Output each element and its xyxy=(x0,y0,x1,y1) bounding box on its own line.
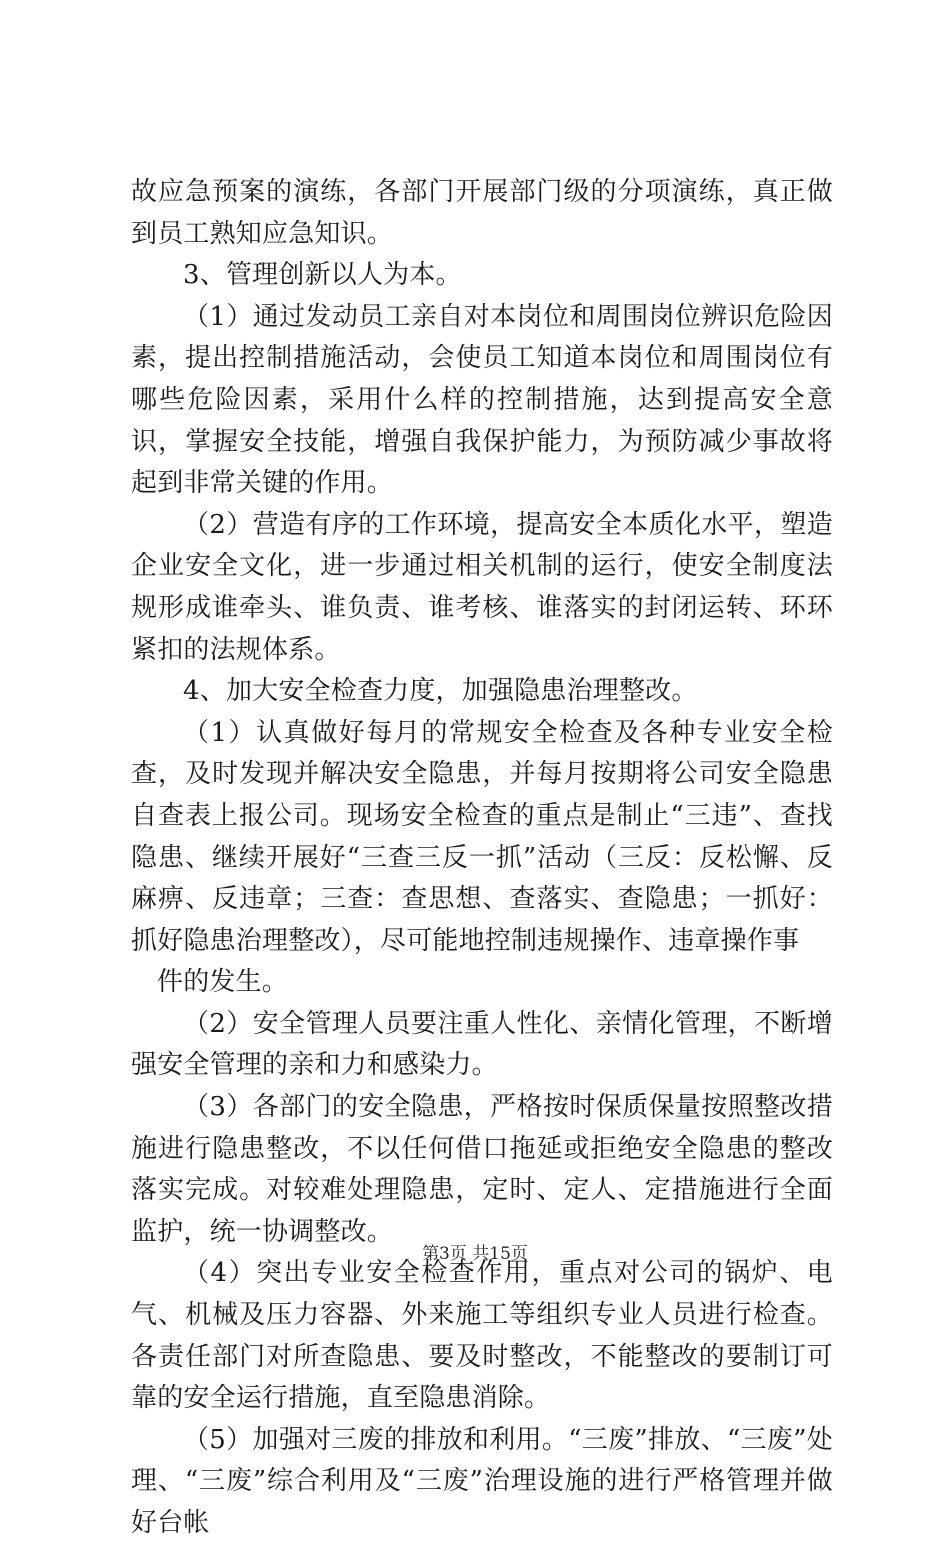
paragraph-6: （1）认真做好每月的常规安全检查及各种专业安全检查，及时发现并解决安全隐患，并每月按期将公司安全隐患自查表上报公司。现场安全检查的重点是制止“三违”、查找隐患、继续开展好“三查三反一抓”活动（三反：反松懈、反麻痹、反违章；三查：查思想、查落实、查隐患；一抓好：抓好隐患治理整改），尽可能地控制违规操作、违章操作事 xyxy=(131,717,833,956)
document-body xyxy=(131,172,833,1545)
paragraph-10: （4）突出专业安全检查作用，重点对公司的锅炉、电气、机械及压力容器、外来施工等组织专业人员进行检查。各责任部门对所查隐患、要及时整改，不能整改的要制订可靠的安全运行措施，直至隐患消除。 xyxy=(131,1258,833,1414)
paragraph-8: （2）安全管理人员要注重人性化、亲情化管理，不断增强安全管理的亲和力和感染力。 xyxy=(131,1008,833,1081)
page-footer: 第3页 共15页 xyxy=(422,1244,528,1264)
paragraph-9: （3）各部门的安全隐患，严格按时保质保量按照整改措施进行隐患整改，不以任何借口拖延或拒绝安全隐患的整改落实完成。对较难处理隐患，定时、定人、定措施进行全面监护，统一协调整改。 xyxy=(131,1092,833,1247)
paragraph-11: （5）加强对三废的排放和利用。“三废”排放、“三废”处理、“三废”综合利用及“三废”治理设施的进行严格管理并做好台帐 xyxy=(131,1424,833,1538)
paragraph-2: 3、管理创新以人为本。 xyxy=(183,260,462,291)
paragraph-4: （2）营造有序的工作环境，提高安全本质化水平，塑造企业安全文化，进一步通过相关机制的运行，使安全制度法规形成谁牵头、谁负责、谁考核、谁落实的封闭运转、环环紧扣的法规体系。 xyxy=(131,509,833,665)
paragraph-1: 故应急预案的演练，各部门开展部门级的分项演练，真正做到员工熟知应急知识。 xyxy=(131,177,833,249)
paragraph-7: 件的发生。 xyxy=(157,967,289,998)
paragraph-5: 4、加大安全检查力度，加强隐患治理整改。 xyxy=(183,676,698,707)
paragraph-3: （1）通过发动员工亲自对本岗位和周围岗位辨识危险因素，提出控制措施活动，会使员工知道本岗位和周围岗位有哪些危险因素，采用什么样的控制措施，达到提高安全意识，掌握安全技能，增强自我保护能力，为预防减少事故将起到非常关键的作用。 xyxy=(131,301,833,499)
